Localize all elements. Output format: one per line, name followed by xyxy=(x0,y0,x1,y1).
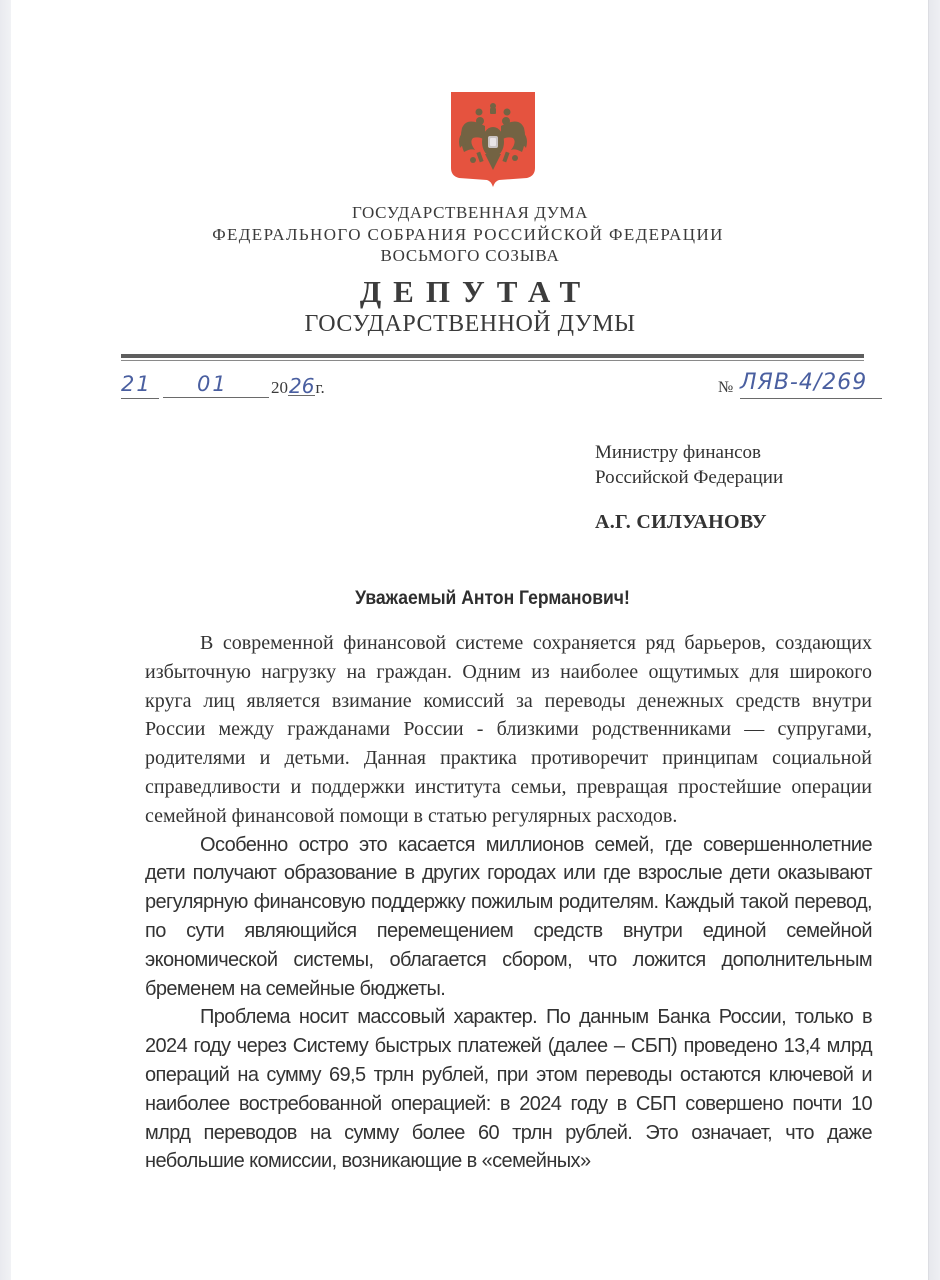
number-sign: № xyxy=(718,379,734,396)
addressee-line-1: Министру финансов xyxy=(595,442,762,463)
date-year-field xyxy=(271,374,325,398)
addressee-name: А.Г. СИЛУАНОВУ xyxy=(595,511,767,533)
letterhead-line-federal-assembly: ФЕДЕРАЛЬНОГО СОБРАНИЯ РОССИЙСКОЙ ФЕДЕРАЦИИ xyxy=(212,225,724,244)
letterhead-subtitle: ГОСУДАРСТВЕННОЙ ДУМЫ xyxy=(304,311,636,337)
addressee-line-2: Российской Федерации xyxy=(595,467,784,488)
paragraph: Особенно остро это касается миллионов семей, где совершеннолетние дети получают образование в других городах или где взрослые дети оказывают регулярную финансовую поддержку пожилым родителям. Каждый такой перевод, по сути являющийся перемещением средств внутри единой семейной экономической системы, облагается сбором, что ложится дополнительным бременем на семейные бюджеты. xyxy=(145,833,872,1000)
letterhead-line-convocation: ВОСЬМОГО СОЗЫВА xyxy=(380,246,560,265)
registration-number-value: ЛЯВ-4/269 xyxy=(740,370,882,399)
letterhead-line-duma: ГОСУДАРСТВЕННАЯ ДУМА xyxy=(352,203,588,222)
registration-date xyxy=(121,372,361,402)
letter-body xyxy=(145,629,872,1176)
date-year-suffix: г. xyxy=(315,378,325,397)
salutation: Уважаемый Антон Германович! xyxy=(355,587,630,609)
date-year-prefix: 20 xyxy=(271,378,288,397)
addressee-position xyxy=(595,440,783,490)
date-month-field: 01 xyxy=(163,372,269,398)
registration-number xyxy=(718,370,888,402)
header-divider-thick xyxy=(121,354,864,358)
date-day-field: 21 xyxy=(121,372,159,399)
paragraph: Проблема носит массовый характер. По данным Банка России, только в 2024 году через Систему быстрых платежей (далее – СБП) проведено 13,4 млрд операций на сумму 69,5 трлн рублей, при этом переводы остаются ключевой и наиболее востребованной операцией: в 2024 году в СБП совершено почти 10 млрд переводов на сумму более 60 трлн рублей. Это означает, что даже небольшие комиссии, возникающие в «семейных» xyxy=(145,1006,872,1173)
date-year-handwritten: 26 xyxy=(289,374,315,398)
letterhead-title: ДЕПУТАТ xyxy=(359,274,593,309)
viewer-left-margin xyxy=(0,0,11,1280)
russian-coat-of-arms-icon xyxy=(449,90,537,188)
header-divider-thin xyxy=(121,360,864,361)
viewer-right-margin xyxy=(928,0,940,1280)
paragraph: В современной финансовой системе сохраняется ряд барьеров, создающих избыточную нагрузку на граждан. Одним из наиболее ощутимых для широкого круга лиц является взимание комиссий за переводы денежных средств внутри России между гражданами России - близкими родственниками — супругами, родителями и детьми. Данная практика противоречит принципам социальной справедливости и поддержки института семьи, превращая простейшие операции семейной финансовой помощи в статью регулярных расходов. xyxy=(145,632,872,827)
